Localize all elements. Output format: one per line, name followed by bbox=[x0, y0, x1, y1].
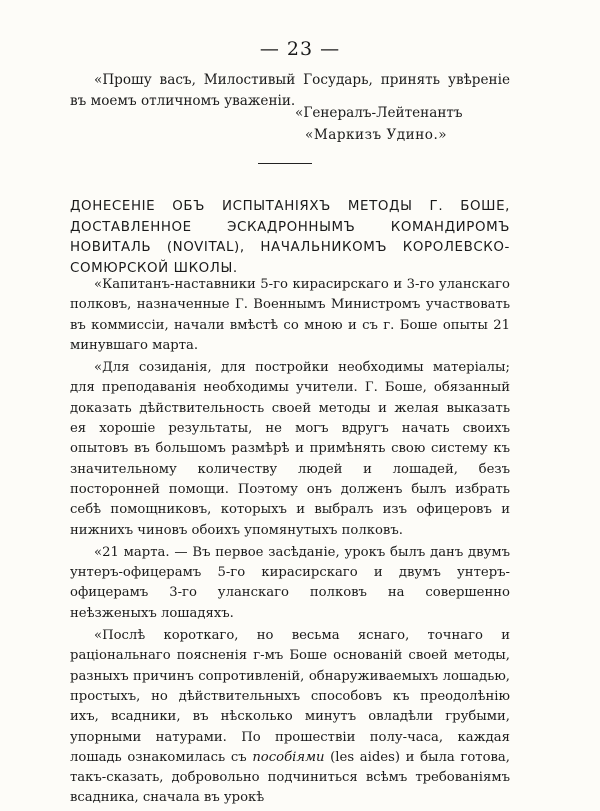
italic-term: пособіями bbox=[252, 749, 325, 765]
report-heading: ДОНЕСЕНІЕ ОБЪ ИСПЫТАНІЯХЪ МЕТОДЫ Г. БОШЕ, ДОСТАВЛЕННОЕ ЭСКАДРОННЫМЪ КОМАНДИРОМЪ НОВИТАЛЬ (NOVITAL), НАЧАЛЬНИКОМЪ КОРОЛЕВСКО-СОМЮРСКОЙ ШКОЛЫ. bbox=[70, 199, 510, 276]
paragraph: «21 марта. — Въ первое засѣданіе, урокъ былъ данъ двумъ унтеръ-офицерамъ 5-го кирасирскаго и двумъ унтеръ-офицерамъ 3-го уланскаго полковъ на совершенно неѣзженыхъ лошадяхъ. bbox=[70, 544, 510, 621]
section-divider bbox=[258, 163, 312, 164]
paragraph: «Для созиданія, для постройки необходимы матеріалы; для преподаванія необходимы учители. Г. Боше, обязанный доказать дѣйствительность своей методы и желая выказать ея хорошіе результаты, не могъ вдругъ начать своихъ опытовъ въ большомъ размѣрѣ и примѣнять свою систему къ значительному количеству людей и лошадей, безъ посторонней помощи. Поэтому онъ долженъ былъ избрать себѣ помощниковъ, которыхъ и выбралъ изъ офицеровъ и нижнихъ чиновъ обоихъ упомянутыхъ полковъ. bbox=[70, 360, 510, 538]
report-body bbox=[70, 275, 510, 811]
paragraph-text-end: (les aides) и была готова, такъ-сказать, добровольно подчиниться всѣмъ требованіямъ всадника, сначала въ урокѣ bbox=[70, 749, 510, 806]
paragraph bbox=[70, 626, 510, 809]
paragraph: «Капитанъ-наставники 5-го кирасирскаго и 3-го уланскаго полковъ, назначенные Г. Военнымъ Министромъ участвовать въ коммиссіи, начали вмѣстѣ со мною и съ г. Боше опыты 21 минувшаго марта. bbox=[70, 277, 510, 353]
signature-title: «Генералъ-Лейтенантъ bbox=[295, 105, 463, 121]
paragraph-text-start: «Послѣ короткаго, но весьма яснаго, точнаго и раціональнаго поясненія г-мъ Боше основаній своей методы, разныхъ причинъ сопротивленій, обнаруживаемыхъ лошадью, простыхъ, но дѣйствительныхъ способовъ къ преодолѣнію ихъ, всадники, въ нѣсколько минутъ овладѣли грубыми, упорными натурами. По прошествіи полу-часа, каждая лошадь ознакомилась съ bbox=[70, 628, 510, 765]
closing-text: «Прошу васъ, Милостивый Государь, принять увѣреніе въ моемъ отличномъ уваженіи. bbox=[70, 72, 510, 109]
page-number: — 23 — bbox=[259, 38, 341, 60]
signature-name: «Маркизъ Удино.» bbox=[305, 127, 448, 143]
